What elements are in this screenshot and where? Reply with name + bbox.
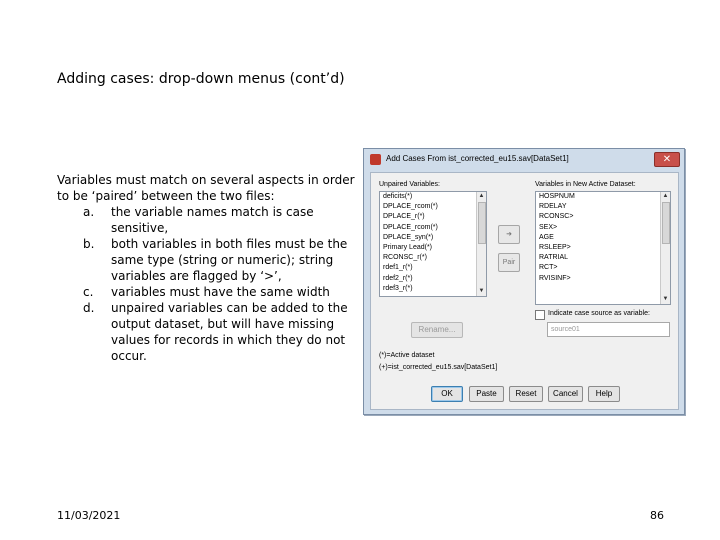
list-marker: d. bbox=[83, 301, 95, 315]
list-item-text: both variables in both files must be the same type (string or numeric); string variables are flagged by ‘>’, bbox=[111, 237, 348, 283]
arrow-right-icon: ➜ bbox=[506, 231, 512, 238]
scroll-thumb[interactable] bbox=[662, 202, 670, 244]
indicate-source-checkbox[interactable] bbox=[535, 310, 545, 320]
plus-dataset-legend: (+)=ist_corrected_eu15.sav[DataSet1] bbox=[379, 364, 498, 371]
dialog-titlebar[interactable] bbox=[364, 149, 684, 171]
scroll-up-icon[interactable]: ▲ bbox=[662, 193, 669, 199]
ok-button[interactable]: OK bbox=[431, 386, 463, 402]
list-marker: b. bbox=[83, 237, 95, 251]
move-variable-button[interactable] bbox=[498, 225, 520, 244]
indicate-source-label: Indicate case source as variable: bbox=[548, 310, 650, 317]
close-button[interactable] bbox=[654, 152, 680, 167]
scroll-down-icon[interactable]: ▼ bbox=[662, 296, 669, 302]
list-item-text: unpaired variables can be added to the output dataset, but will have missing values for records in which they do not occur. bbox=[111, 301, 348, 363]
unpaired-variable-item[interactable]: RCONSC_r(*) bbox=[383, 254, 427, 262]
unpaired-variable-item[interactable]: rdef3_r(*) bbox=[383, 284, 413, 292]
footer-date: 11/03/2021 bbox=[57, 509, 121, 522]
active-dataset-legend: (*)=Active dataset bbox=[379, 352, 435, 359]
spss-app-icon bbox=[370, 154, 381, 165]
dataset-variable-item[interactable]: SEX> bbox=[539, 223, 558, 231]
unpaired-variable-item[interactable]: DPLACE_rcom(*) bbox=[383, 223, 438, 231]
dataset-variable-item[interactable]: HOSPNUM bbox=[539, 193, 575, 200]
unpaired-variable-item[interactable]: rdef1_r(*) bbox=[383, 264, 413, 272]
pair-button[interactable] bbox=[498, 253, 520, 272]
scroll-up-icon[interactable]: ▲ bbox=[478, 193, 485, 199]
close-icon: ✕ bbox=[662, 154, 672, 165]
dataset-variable-item[interactable]: RVISINF> bbox=[539, 274, 571, 282]
dialog-title: Add Cases From ist_corrected_eu15.sav[DataSet1] bbox=[386, 154, 569, 163]
unpaired-variables-label: Unpaired Variables: bbox=[379, 181, 440, 188]
list-item bbox=[57, 236, 357, 284]
unpaired-variable-item[interactable]: DPLACE_syn(*) bbox=[383, 233, 434, 241]
cancel-button[interactable]: Cancel bbox=[548, 386, 583, 402]
dialog-body bbox=[370, 172, 679, 410]
unpaired-variable-item[interactable]: Primary Lead(*) bbox=[383, 244, 433, 252]
list-item bbox=[57, 204, 357, 236]
dataset-variable-item[interactable]: RSLEEP> bbox=[539, 244, 571, 252]
dataset-variable-item[interactable]: RDELAY bbox=[539, 203, 567, 211]
paste-button[interactable]: Paste bbox=[469, 386, 504, 402]
page-number: 86 bbox=[650, 509, 664, 522]
scroll-thumb[interactable] bbox=[478, 202, 486, 244]
dataset-variable-item[interactable]: RCT> bbox=[539, 264, 558, 272]
list-item bbox=[57, 300, 357, 364]
pair-button-label: Pair bbox=[502, 259, 516, 266]
intro-text: Variables must match on several aspects in order to be ‘paired’ between the two files: bbox=[57, 173, 355, 203]
add-cases-dialog bbox=[363, 148, 685, 415]
list-item bbox=[57, 284, 357, 300]
list-item-text: the variable names match is case sensitive, bbox=[111, 205, 314, 235]
unpaired-variable-item[interactable]: deficits(*) bbox=[383, 193, 413, 200]
slide-body bbox=[57, 172, 357, 364]
rename-button[interactable]: Rename... bbox=[411, 322, 463, 338]
source-variable-name-field[interactable]: source01 bbox=[547, 322, 670, 337]
new-dataset-variables-label: Variables in New Active Dataset: bbox=[535, 181, 636, 188]
requirements-list bbox=[57, 204, 357, 364]
scroll-down-icon[interactable]: ▼ bbox=[478, 288, 485, 294]
dataset-list-scrollbar[interactable] bbox=[660, 192, 670, 304]
list-marker: a. bbox=[83, 205, 95, 219]
unpaired-variable-item[interactable]: DPLACE_r(*) bbox=[383, 213, 425, 221]
unpaired-variable-item[interactable]: DPLACE_rcom(*) bbox=[383, 203, 438, 211]
list-item-text: variables must have the same width bbox=[111, 285, 330, 299]
reset-button[interactable]: Reset bbox=[509, 386, 543, 402]
unpaired-variables-list[interactable] bbox=[379, 191, 487, 297]
help-button[interactable]: Help bbox=[588, 386, 620, 402]
dataset-variable-item[interactable]: AGE bbox=[539, 233, 554, 241]
list-marker: c. bbox=[83, 285, 94, 299]
dataset-variable-item[interactable]: RCONSC> bbox=[539, 213, 574, 221]
unpaired-list-scrollbar[interactable] bbox=[476, 192, 486, 296]
unpaired-variable-item[interactable]: rdef2_r(*) bbox=[383, 274, 413, 282]
dataset-variable-item[interactable]: RATRIAL bbox=[539, 254, 569, 262]
new-dataset-variables-list[interactable] bbox=[535, 191, 671, 305]
slide-title: Adding cases: drop-down menus (cont’d) bbox=[57, 71, 345, 87]
